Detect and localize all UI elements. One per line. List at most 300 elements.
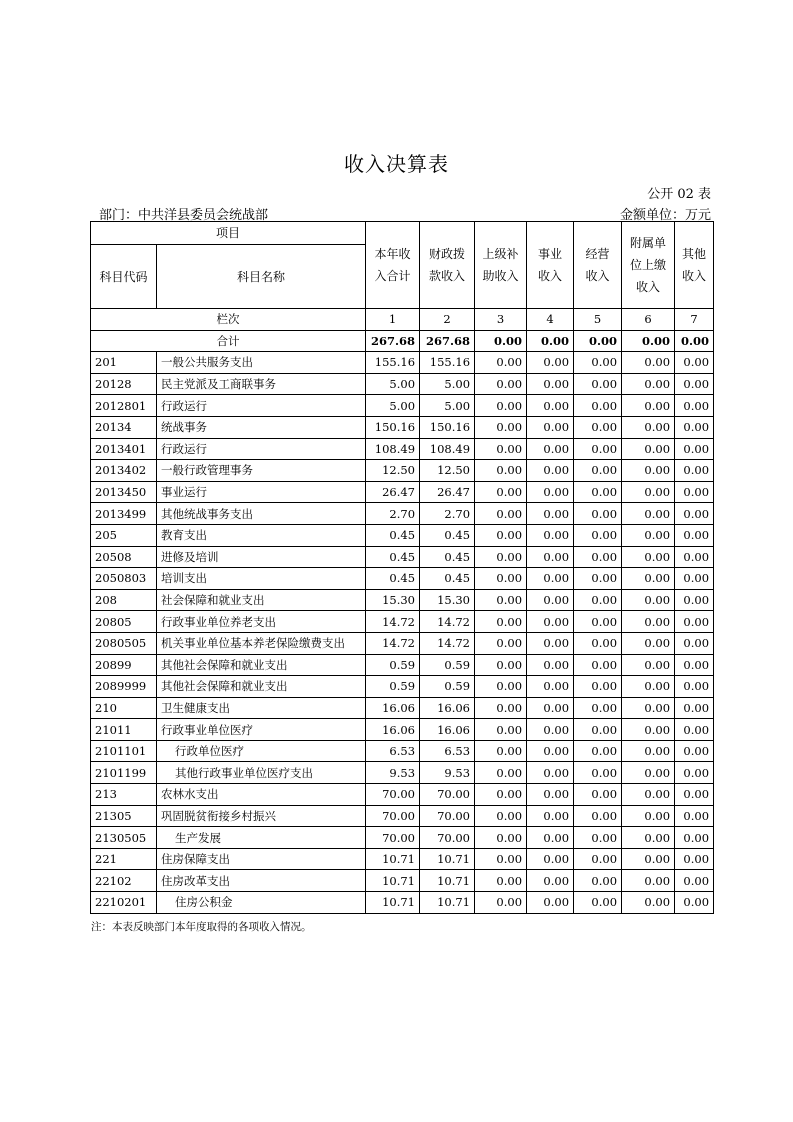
column-index: 4 bbox=[527, 309, 574, 331]
total-value: 0.00 bbox=[527, 330, 574, 352]
amount-cell: 2.70 bbox=[366, 503, 420, 525]
column-header-line: 收入 bbox=[538, 269, 563, 283]
amount-cell: 0.00 bbox=[527, 676, 574, 698]
table-row bbox=[91, 632, 714, 654]
amount-cell: 0.00 bbox=[574, 352, 622, 374]
amount-cell: 0.00 bbox=[574, 805, 622, 827]
column-index-label: 栏次 bbox=[91, 309, 366, 331]
amount-cell: 0.00 bbox=[622, 870, 675, 892]
column-header-line: 款收入 bbox=[429, 269, 466, 283]
table-row bbox=[91, 438, 714, 460]
table-note: 注：本表反映部门本年度取得的各项收入情况。 bbox=[91, 921, 312, 933]
amount-cell: 70.00 bbox=[366, 805, 420, 827]
table-row bbox=[91, 827, 714, 849]
subject-code: 2089999 bbox=[91, 676, 157, 698]
amount-cell: 0.00 bbox=[475, 373, 527, 395]
amount-cell: 0.00 bbox=[622, 438, 675, 460]
amount-cell: 0.00 bbox=[574, 611, 622, 633]
amount-cell: 0.45 bbox=[420, 546, 475, 568]
amount-cell: 0.00 bbox=[622, 740, 675, 762]
amount-cell: 6.53 bbox=[366, 740, 420, 762]
amount-cell: 0.45 bbox=[420, 568, 475, 590]
amount-cell: 0.00 bbox=[622, 395, 675, 417]
amount-cell: 26.47 bbox=[420, 481, 475, 503]
subject-code: 2080505 bbox=[91, 632, 157, 654]
amount-cell: 12.50 bbox=[366, 460, 420, 482]
total-value: 0.00 bbox=[622, 330, 675, 352]
subject-code: 208 bbox=[91, 589, 157, 611]
amount-cell: 0.45 bbox=[420, 524, 475, 546]
amount-cell: 70.00 bbox=[366, 784, 420, 806]
column-header bbox=[366, 222, 420, 309]
amount-cell: 0.00 bbox=[475, 762, 527, 784]
subject-name: 巩固脱贫衔接乡村振兴 bbox=[157, 805, 366, 827]
amount-cell: 0.00 bbox=[475, 460, 527, 482]
amount-cell: 0.00 bbox=[622, 460, 675, 482]
amount-cell: 0.00 bbox=[622, 481, 675, 503]
amount-cell: 0.00 bbox=[527, 632, 574, 654]
table-row bbox=[91, 870, 714, 892]
amount-cell: 0.00 bbox=[574, 546, 622, 568]
amount-cell: 70.00 bbox=[420, 805, 475, 827]
amount-cell: 0.00 bbox=[675, 654, 714, 676]
table-row bbox=[91, 589, 714, 611]
amount-cell: 0.00 bbox=[675, 395, 714, 417]
amount-cell: 0.00 bbox=[475, 611, 527, 633]
amount-cell: 70.00 bbox=[366, 827, 420, 849]
table-row bbox=[91, 848, 714, 870]
amount-cell: 0.00 bbox=[527, 611, 574, 633]
subject-name: 卫生健康支出 bbox=[157, 697, 366, 719]
code-header: 科目代码 bbox=[91, 245, 157, 309]
table-row bbox=[91, 805, 714, 827]
table-row bbox=[91, 611, 714, 633]
amount-cell: 0.59 bbox=[420, 676, 475, 698]
name-header: 科目名称 bbox=[157, 245, 366, 309]
subject-name: 住房公积金 bbox=[157, 892, 366, 914]
amount-cell: 14.72 bbox=[366, 632, 420, 654]
amount-cell: 0.00 bbox=[527, 352, 574, 374]
amount-cell: 0.00 bbox=[574, 589, 622, 611]
table-row bbox=[91, 395, 714, 417]
amount-cell: 0.00 bbox=[475, 481, 527, 503]
amount-cell: 0.00 bbox=[675, 632, 714, 654]
column-header-line: 财政拨 bbox=[429, 247, 466, 261]
amount-cell: 0.00 bbox=[622, 373, 675, 395]
amount-cell: 0.59 bbox=[366, 676, 420, 698]
amount-cell: 0.00 bbox=[527, 416, 574, 438]
amount-cell: 0.00 bbox=[475, 395, 527, 417]
amount-cell: 0.00 bbox=[574, 676, 622, 698]
subject-code: 20805 bbox=[91, 611, 157, 633]
subject-name: 社会保障和就业支出 bbox=[157, 589, 366, 611]
subject-name: 农林水支出 bbox=[157, 784, 366, 806]
amount-cell: 16.06 bbox=[420, 697, 475, 719]
subject-code: 2013401 bbox=[91, 438, 157, 460]
amount-cell: 0.45 bbox=[366, 568, 420, 590]
column-header bbox=[675, 222, 714, 309]
amount-cell: 9.53 bbox=[366, 762, 420, 784]
subject-code: 2210201 bbox=[91, 892, 157, 914]
subject-name: 行政单位医疗 bbox=[157, 740, 366, 762]
column-header bbox=[420, 222, 475, 309]
amount-cell: 16.06 bbox=[366, 719, 420, 741]
table-row bbox=[91, 546, 714, 568]
amount-cell: 0.00 bbox=[675, 762, 714, 784]
subject-name: 其他社会保障和就业支出 bbox=[157, 676, 366, 698]
column-header bbox=[527, 222, 574, 309]
amount-cell: 0.00 bbox=[574, 373, 622, 395]
subject-name: 事业运行 bbox=[157, 481, 366, 503]
amount-cell: 0.00 bbox=[622, 697, 675, 719]
column-header-line: 收入 bbox=[585, 269, 610, 283]
column-index: 6 bbox=[622, 309, 675, 331]
subject-name: 统战事务 bbox=[157, 416, 366, 438]
subject-name: 行政运行 bbox=[157, 395, 366, 417]
amount-cell: 0.59 bbox=[420, 654, 475, 676]
amount-cell: 15.30 bbox=[366, 589, 420, 611]
amount-cell: 0.00 bbox=[475, 589, 527, 611]
column-header bbox=[622, 222, 675, 309]
amount-cell: 2.70 bbox=[420, 503, 475, 525]
subject-name: 行政事业单位养老支出 bbox=[157, 611, 366, 633]
amount-cell: 0.00 bbox=[622, 568, 675, 590]
column-header bbox=[574, 222, 622, 309]
column-header-line: 助收入 bbox=[482, 269, 519, 283]
amount-cell: 0.00 bbox=[475, 892, 527, 914]
amount-cell: 0.00 bbox=[622, 524, 675, 546]
amount-cell: 0.00 bbox=[622, 546, 675, 568]
amount-cell: 0.00 bbox=[622, 352, 675, 374]
subject-name: 其他社会保障和就业支出 bbox=[157, 654, 366, 676]
subject-name: 其他行政事业单位医疗支出 bbox=[157, 762, 366, 784]
table-row bbox=[91, 352, 714, 374]
amount-cell: 0.00 bbox=[527, 546, 574, 568]
amount-cell: 0.00 bbox=[622, 805, 675, 827]
subject-code: 205 bbox=[91, 524, 157, 546]
amount-cell: 0.00 bbox=[475, 524, 527, 546]
amount-cell: 155.16 bbox=[366, 352, 420, 374]
amount-cell: 0.00 bbox=[475, 654, 527, 676]
column-index-row bbox=[91, 309, 714, 331]
table-row bbox=[91, 697, 714, 719]
subject-code: 2013450 bbox=[91, 481, 157, 503]
subject-code: 20508 bbox=[91, 546, 157, 568]
column-header-line: 本年收 bbox=[374, 247, 411, 261]
table-row bbox=[91, 784, 714, 806]
amount-cell: 0.00 bbox=[675, 524, 714, 546]
subject-name: 其他统战事务支出 bbox=[157, 503, 366, 525]
amount-cell: 9.53 bbox=[420, 762, 475, 784]
amount-cell: 14.72 bbox=[420, 632, 475, 654]
amount-cell: 10.71 bbox=[420, 870, 475, 892]
amount-cell: 0.00 bbox=[675, 805, 714, 827]
amount-cell: 0.00 bbox=[675, 352, 714, 374]
amount-cell: 0.00 bbox=[675, 719, 714, 741]
table-row bbox=[91, 460, 714, 482]
amount-cell: 6.53 bbox=[420, 740, 475, 762]
column-index: 5 bbox=[574, 309, 622, 331]
table-row bbox=[91, 568, 714, 590]
column-header-line: 事业 bbox=[538, 247, 563, 261]
amount-cell: 0.00 bbox=[574, 827, 622, 849]
amount-cell: 70.00 bbox=[420, 784, 475, 806]
income-table bbox=[90, 221, 714, 914]
column-index: 7 bbox=[675, 309, 714, 331]
subject-name: 一般行政管理事务 bbox=[157, 460, 366, 482]
amount-cell: 0.00 bbox=[475, 697, 527, 719]
amount-cell: 0.00 bbox=[527, 524, 574, 546]
amount-cell: 0.00 bbox=[475, 676, 527, 698]
amount-cell: 0.00 bbox=[675, 697, 714, 719]
amount-cell: 14.72 bbox=[366, 611, 420, 633]
subject-name: 行政事业单位医疗 bbox=[157, 719, 366, 741]
subject-name: 一般公共服务支出 bbox=[157, 352, 366, 374]
table-code: 公开 02 表 bbox=[647, 187, 711, 202]
amount-cell: 10.71 bbox=[366, 892, 420, 914]
amount-cell: 0.00 bbox=[574, 762, 622, 784]
amount-cell: 16.06 bbox=[420, 719, 475, 741]
column-header bbox=[475, 222, 527, 309]
amount-cell: 0.00 bbox=[527, 848, 574, 870]
amount-cell: 0.00 bbox=[675, 827, 714, 849]
amount-cell: 0.00 bbox=[574, 438, 622, 460]
amount-cell: 0.00 bbox=[475, 740, 527, 762]
amount-cell: 0.00 bbox=[675, 676, 714, 698]
amount-cell: 0.00 bbox=[527, 438, 574, 460]
table-row bbox=[91, 373, 714, 395]
subject-code: 2101199 bbox=[91, 762, 157, 784]
amount-cell: 0.00 bbox=[527, 827, 574, 849]
subject-code: 221 bbox=[91, 848, 157, 870]
amount-cell: 0.00 bbox=[675, 460, 714, 482]
amount-cell: 0.00 bbox=[475, 827, 527, 849]
amount-cell: 0.00 bbox=[622, 632, 675, 654]
amount-cell: 26.47 bbox=[366, 481, 420, 503]
total-value: 0.00 bbox=[675, 330, 714, 352]
amount-cell: 0.00 bbox=[675, 503, 714, 525]
amount-cell: 0.00 bbox=[622, 762, 675, 784]
subject-code: 20128 bbox=[91, 373, 157, 395]
amount-cell: 0.00 bbox=[675, 568, 714, 590]
table-row bbox=[91, 892, 714, 914]
amount-cell: 150.16 bbox=[420, 416, 475, 438]
amount-cell: 108.49 bbox=[366, 438, 420, 460]
amount-cell: 14.72 bbox=[420, 611, 475, 633]
amount-cell: 0.00 bbox=[527, 719, 574, 741]
amount-cell: 5.00 bbox=[420, 395, 475, 417]
amount-cell: 0.00 bbox=[574, 740, 622, 762]
amount-cell: 0.00 bbox=[527, 568, 574, 590]
subject-name: 进修及培训 bbox=[157, 546, 366, 568]
amount-cell: 0.00 bbox=[574, 654, 622, 676]
amount-cell: 0.00 bbox=[675, 870, 714, 892]
amount-cell: 5.00 bbox=[366, 395, 420, 417]
amount-cell: 0.00 bbox=[675, 611, 714, 633]
table-row bbox=[91, 481, 714, 503]
amount-cell: 10.71 bbox=[366, 870, 420, 892]
table-row bbox=[91, 654, 714, 676]
subject-code: 21011 bbox=[91, 719, 157, 741]
amount-cell: 5.00 bbox=[366, 373, 420, 395]
subject-code: 201 bbox=[91, 352, 157, 374]
amount-cell: 0.00 bbox=[574, 892, 622, 914]
column-header-line: 位上缴 bbox=[630, 258, 667, 272]
amount-cell: 0.00 bbox=[527, 892, 574, 914]
amount-cell: 0.00 bbox=[675, 373, 714, 395]
amount-cell: 0.00 bbox=[622, 719, 675, 741]
amount-cell: 0.00 bbox=[622, 892, 675, 914]
amount-cell: 10.71 bbox=[366, 848, 420, 870]
subject-code: 20134 bbox=[91, 416, 157, 438]
subject-code: 22102 bbox=[91, 870, 157, 892]
column-header-line: 经营 bbox=[585, 247, 610, 261]
column-header-line: 附属单 bbox=[630, 236, 667, 250]
amount-cell: 0.00 bbox=[527, 460, 574, 482]
total-row bbox=[91, 330, 714, 352]
amount-cell: 70.00 bbox=[420, 827, 475, 849]
subject-name: 民主党派及工商联事务 bbox=[157, 373, 366, 395]
amount-cell: 10.71 bbox=[420, 848, 475, 870]
amount-cell: 0.00 bbox=[675, 438, 714, 460]
amount-cell: 0.00 bbox=[475, 805, 527, 827]
subject-code: 213 bbox=[91, 784, 157, 806]
subject-code: 2013499 bbox=[91, 503, 157, 525]
amount-cell: 5.00 bbox=[420, 373, 475, 395]
table-row bbox=[91, 740, 714, 762]
amount-cell: 0.00 bbox=[574, 524, 622, 546]
subject-name: 住房改革支出 bbox=[157, 870, 366, 892]
amount-cell: 15.30 bbox=[420, 589, 475, 611]
amount-cell: 0.00 bbox=[574, 632, 622, 654]
unit-label: 金额单位：万元 bbox=[619, 208, 711, 223]
subject-code: 2012801 bbox=[91, 395, 157, 417]
amount-cell: 0.00 bbox=[574, 481, 622, 503]
amount-cell: 0.00 bbox=[527, 589, 574, 611]
amount-cell: 0.00 bbox=[574, 719, 622, 741]
table-row bbox=[91, 719, 714, 741]
amount-cell: 0.00 bbox=[622, 848, 675, 870]
column-header-line: 上级补 bbox=[482, 247, 519, 261]
amount-cell: 0.00 bbox=[622, 784, 675, 806]
total-value: 267.68 bbox=[420, 330, 475, 352]
amount-cell: 0.00 bbox=[527, 654, 574, 676]
amount-cell: 0.00 bbox=[527, 503, 574, 525]
subject-name: 生产发展 bbox=[157, 827, 366, 849]
total-label: 合计 bbox=[91, 330, 366, 352]
header-row bbox=[91, 222, 714, 245]
amount-cell: 0.00 bbox=[475, 503, 527, 525]
subject-name: 机关事业单位基本养老保险缴费支出 bbox=[157, 632, 366, 654]
amount-cell: 0.00 bbox=[622, 654, 675, 676]
amount-cell: 0.00 bbox=[574, 460, 622, 482]
amount-cell: 0.00 bbox=[527, 805, 574, 827]
amount-cell: 108.49 bbox=[420, 438, 475, 460]
amount-cell: 0.00 bbox=[475, 719, 527, 741]
amount-cell: 0.00 bbox=[527, 481, 574, 503]
amount-cell: 0.00 bbox=[527, 762, 574, 784]
amount-cell: 0.00 bbox=[527, 697, 574, 719]
amount-cell: 0.00 bbox=[574, 697, 622, 719]
table-row bbox=[91, 524, 714, 546]
amount-cell: 0.00 bbox=[675, 784, 714, 806]
page-title: 收入决算表 bbox=[344, 152, 449, 176]
table-row bbox=[91, 676, 714, 698]
amount-cell: 0.00 bbox=[675, 546, 714, 568]
amount-cell: 0.00 bbox=[527, 870, 574, 892]
item-header: 项目 bbox=[91, 222, 366, 245]
amount-cell: 0.00 bbox=[622, 503, 675, 525]
column-index: 2 bbox=[420, 309, 475, 331]
amount-cell: 12.50 bbox=[420, 460, 475, 482]
subject-code: 2101101 bbox=[91, 740, 157, 762]
amount-cell: 16.06 bbox=[366, 697, 420, 719]
subject-name: 住房保障支出 bbox=[157, 848, 366, 870]
amount-cell: 150.16 bbox=[366, 416, 420, 438]
amount-cell: 0.45 bbox=[366, 546, 420, 568]
table-row bbox=[91, 416, 714, 438]
subject-name: 教育支出 bbox=[157, 524, 366, 546]
subject-code: 20899 bbox=[91, 654, 157, 676]
amount-cell: 0.00 bbox=[574, 503, 622, 525]
amount-cell: 0.00 bbox=[675, 848, 714, 870]
column-header-line: 收入 bbox=[682, 269, 707, 283]
amount-cell: 0.00 bbox=[675, 416, 714, 438]
subject-code: 2050803 bbox=[91, 568, 157, 590]
amount-cell: 0.59 bbox=[366, 654, 420, 676]
subject-code: 2013402 bbox=[91, 460, 157, 482]
amount-cell: 0.00 bbox=[622, 827, 675, 849]
amount-cell: 0.00 bbox=[675, 892, 714, 914]
amount-cell: 10.71 bbox=[420, 892, 475, 914]
amount-cell: 0.00 bbox=[675, 589, 714, 611]
amount-cell: 0.00 bbox=[527, 784, 574, 806]
amount-cell: 0.00 bbox=[622, 589, 675, 611]
amount-cell: 0.00 bbox=[574, 784, 622, 806]
amount-cell: 0.00 bbox=[527, 395, 574, 417]
column-index: 3 bbox=[475, 309, 527, 331]
subject-code: 210 bbox=[91, 697, 157, 719]
amount-cell: 0.00 bbox=[622, 676, 675, 698]
amount-cell: 0.00 bbox=[675, 481, 714, 503]
amount-cell: 155.16 bbox=[420, 352, 475, 374]
subject-name: 行政运行 bbox=[157, 438, 366, 460]
amount-cell: 0.00 bbox=[475, 546, 527, 568]
amount-cell: 0.00 bbox=[574, 848, 622, 870]
column-header-line: 其他 bbox=[682, 247, 707, 261]
table-row bbox=[91, 503, 714, 525]
amount-cell: 0.45 bbox=[366, 524, 420, 546]
total-value: 0.00 bbox=[475, 330, 527, 352]
total-value: 0.00 bbox=[574, 330, 622, 352]
amount-cell: 0.00 bbox=[475, 416, 527, 438]
amount-cell: 0.00 bbox=[574, 870, 622, 892]
amount-cell: 0.00 bbox=[622, 611, 675, 633]
amount-cell: 0.00 bbox=[475, 870, 527, 892]
column-header-line: 入合计 bbox=[374, 269, 411, 283]
subject-code: 2130505 bbox=[91, 827, 157, 849]
amount-cell: 0.00 bbox=[527, 373, 574, 395]
amount-cell: 0.00 bbox=[475, 438, 527, 460]
amount-cell: 0.00 bbox=[622, 416, 675, 438]
amount-cell: 0.00 bbox=[675, 740, 714, 762]
amount-cell: 0.00 bbox=[574, 568, 622, 590]
amount-cell: 0.00 bbox=[475, 568, 527, 590]
amount-cell: 0.00 bbox=[527, 740, 574, 762]
amount-cell: 0.00 bbox=[475, 784, 527, 806]
amount-cell: 0.00 bbox=[574, 416, 622, 438]
amount-cell: 0.00 bbox=[475, 352, 527, 374]
